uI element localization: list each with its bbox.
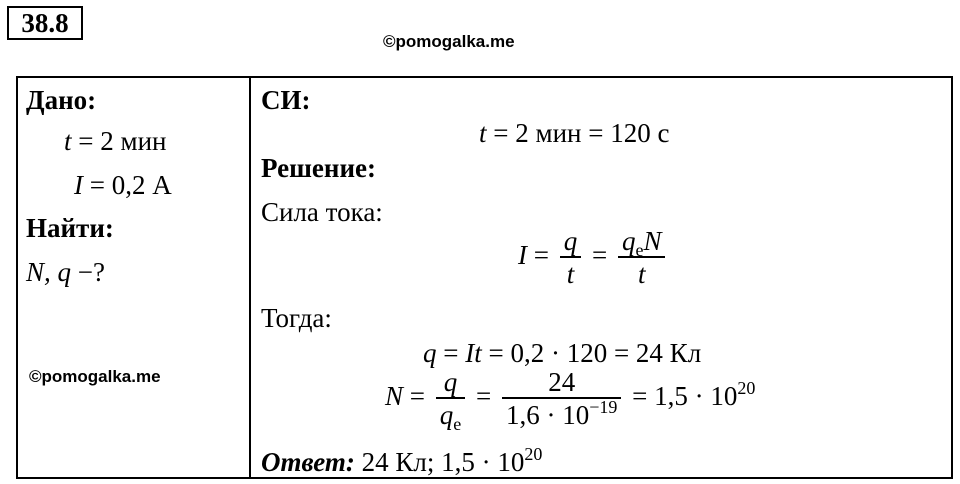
f1-num2-base: q xyxy=(621,226,636,256)
find-heading: Найти: xyxy=(26,213,114,243)
si-heading: СИ: xyxy=(261,85,311,115)
given-t-value: = 2 мин xyxy=(71,126,167,156)
f2-eq: = xyxy=(436,338,466,368)
si-t-conversion: = 2 мин = 120 с xyxy=(486,118,670,148)
f1-num2-sub: e xyxy=(635,240,644,260)
si-t-var: t xyxy=(479,118,487,148)
given-heading: Дано: xyxy=(26,85,97,115)
si-conversion xyxy=(479,117,669,149)
given-I-value: = 0,2 А xyxy=(83,170,172,200)
f3-eq: = xyxy=(403,381,432,412)
given-I-var: I xyxy=(74,170,83,200)
problem-number: 38.8 xyxy=(7,6,83,40)
f1-lhs: I xyxy=(518,240,527,271)
f1-eq: = xyxy=(527,240,556,271)
f2-it: It xyxy=(465,338,482,368)
formula-charge xyxy=(423,337,701,369)
f3-den1 xyxy=(436,397,466,434)
column-divider xyxy=(249,76,251,479)
find-vars xyxy=(26,256,105,288)
f3-lhs: N xyxy=(385,381,404,412)
find-vars-text: N, q xyxy=(26,257,72,287)
answer-sup: 20 xyxy=(524,444,543,464)
f2-q: q xyxy=(423,338,437,368)
answer-line xyxy=(261,446,542,478)
answer-value: 24 Кл; 1,5 · 10 xyxy=(354,447,525,477)
f3-num1: q xyxy=(443,367,458,397)
f3-den1-sub: e xyxy=(453,414,462,434)
f1-num2-rest: N xyxy=(643,226,662,256)
then-label: Тогда: xyxy=(261,303,332,333)
answer-label: Ответ: xyxy=(261,447,355,477)
f1-num2 xyxy=(618,226,666,260)
current-label: Сила тока: xyxy=(261,197,383,227)
f2-rest: = 0,2 · 120 = 24 Кл xyxy=(481,338,702,368)
given-t xyxy=(64,125,166,157)
f1-den2: t xyxy=(618,256,666,290)
f3-den2-base: 1,6 · 10 xyxy=(505,400,590,430)
given-I xyxy=(74,169,172,201)
watermark-top: ©pomogalka.me xyxy=(383,32,515,51)
f3-rhs-sup: 20 xyxy=(737,378,756,399)
find-question: −? xyxy=(71,257,105,287)
watermark-left: ©pomogalka.me xyxy=(29,367,161,386)
formula-count xyxy=(385,367,756,434)
f1-frac1 xyxy=(560,226,582,290)
f1-frac2 xyxy=(618,226,666,290)
f3-frac2 xyxy=(502,367,621,431)
given-t-var: t xyxy=(64,126,72,156)
f3-den2 xyxy=(502,397,621,431)
f3-rhs: = 1,5 · 10 xyxy=(625,381,738,412)
f3-den2-sup: −19 xyxy=(589,397,618,417)
f3-num2: 24 xyxy=(548,367,576,397)
formula-current xyxy=(518,226,669,290)
f3-den1-base: q xyxy=(439,400,454,430)
solution-heading: Решение: xyxy=(261,153,376,183)
f1-eq2: = xyxy=(585,240,614,271)
f3-frac1 xyxy=(436,367,466,434)
f1-num1: q xyxy=(563,226,578,256)
f3-eq2: = xyxy=(469,381,498,412)
f1-den1: t xyxy=(560,256,582,290)
